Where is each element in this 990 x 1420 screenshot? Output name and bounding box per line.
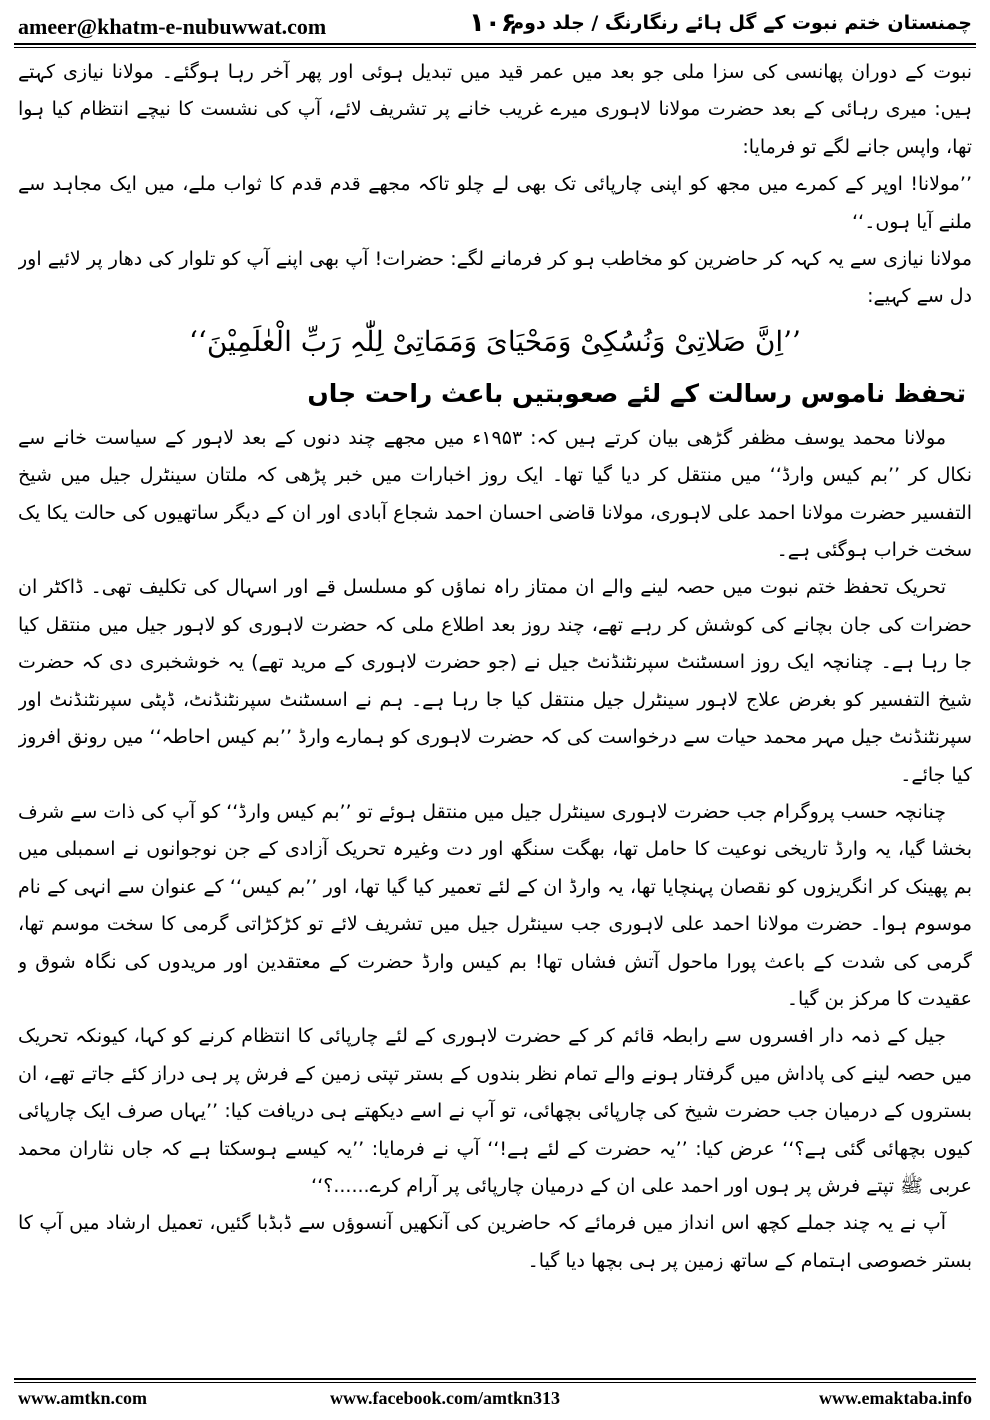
paragraph: جیل کے ذمہ دار افسروں سے رابطہ قائم کر کے حضرت لاہوری کے لئے چارپائی کا انتظام کرنے کو کہا، کیونکہ تحریک میں حصہ لینے کی پاداش میں گرفتار ہونے والے تمام نظر بندوں کے بستر تپتی زمین کے فرش پر ہی دراز کئے جاتے تھے، ان بستروں کے درمیان جب حضرت شیخ کی چارپائی بچھائی، تو آپ نے اسے دیکھتے ہی دریافت کیا: ’’یہاں صرف ایک چارپائی کیوں بچھائی گئی ہے؟‘‘ عرض کیا: ’’یہ حضرت کے لئے ہے!‘‘ آپ نے فرمایا: ’’یہ کیسے ہوسکتا ہے کہ جاں نثاران محمد عربی ﷺ تپتے فرش پر ہوں اور احمد علی ان کے درمیان چارپائی پر آرام کرے......؟‘‘ [18, 1025, 972, 1197]
footer-rule [14, 1378, 976, 1380]
footer-rule-thin [14, 1382, 976, 1383]
paragraph: مولانا محمد یوسف مظفر گڑھی بیان کرتے ہیں کہ: ۱۹۵۳ء میں مجھے چند دنوں کے بعد لاہور کے سیاست خانے سے نکال کر ’’بم کیس وارڈ‘‘ میں منتقل کر دیا گیا تھا۔ ایک روز اخبارات میں خبر پڑھی کہ ملتان سینٹرل جیل میں شیخ التفسیر حضرت مولانا احمد علی لاہوری، مولانا قاضی احسان احمد شجاع آبادی اور ان کے دیگر ساتھیوں کی حالت یکا یک سخت خراب ہوگئی ہے۔ [18, 426, 972, 562]
page-body [18, 54, 972, 1372]
header-rule [14, 43, 976, 45]
book-title: چمنستان ختم نبوت کے گل ہائے رنگارنگ / جلد دوم [510, 12, 972, 34]
paragraph: مولانا نیازی سے یہ کہہ کر حاضرین کو مخاطب ہو کر فرمانے لگے: حضرات! آپ بھی اپنے آپ کو تلوار کی دھار پر لائیے اور دل سے کہیے: [18, 248, 972, 308]
section-heading: تحفظ ناموس رسالت کے لئے صعوبتیں باعث راحت جاں [307, 378, 966, 408]
header-email: ameer@khatm-e-nubuwwat.com [18, 14, 327, 39]
paragraph: آپ نے یہ چند جملے کچھ اس انداز میں فرمائے کہ حاضرین کی آنکھیں آنسوؤں سے ڈبڈبا گئیں، تعمیل ارشاد میں آپ کا بستر خصوصی اہتمام کے ساتھ زمین پر ہی بچھا دیا گیا۔ [18, 1212, 972, 1272]
paragraph: چنانچہ حسب پروگرام جب حضرت لاہوری سینٹرل جیل میں منتقل ہوئے تو ’’بم کیس وارڈ‘‘ کو آپ کی ذات سے شرف بخشا گیا، یہ وارڈ تاریخی نوعیت کا حامل تھا، بھگت سنگھ اور دت وغیرہ تحریک آزادی کے جن نوجوانوں نے اسمبلی میں بم پھینک کر انگریزوں کو نقصان پہنچایا تھا، یہ وارڈ ان کے لئے تعمیر کیا گیا تھا، اور ’’بم کیس‘‘ کے عنوان سے انہی کے نام موسوم ہوا۔ حضرت مولانا احمد علی لاہوری جب سینٹرل جیل میں تشریف لائے تو کڑکڑاتی گرمی کا سخت موسم تھا، گرمی کی شدت کے باعث پورا ماحول آتش فشاں تھا! بم کیس وارڈ حضرت کے معتقدین اور مریدوں کی نگاہ شوق و عقیدت کا مرکز بن گیا۔ [18, 800, 972, 1010]
quranic-verse: ’’اِنَّ صَلاتِیْ وَنُسُکِیْ وَمَحْیَایَ وَمَمَاتِیْ لِلّٰہِ رَبِّ الْعٰلَمِیْنَ‘‘ [189, 324, 801, 358]
header-rule-thin [14, 47, 976, 48]
footer-link-amtkn[interactable]: www.amtkn.com [18, 1388, 147, 1408]
quote-paragraph: ’’مولانا! اوپر کے کمرے میں مجھ کو اپنی چارپائی تک بھی لے چلو تاکہ مجھے قدم قدم کا ثواب ملے، میں ایک مجاہد سے ملنے آیا ہوں۔‘‘ [18, 173, 972, 233]
paragraph: نبوت کے دوران پھانسی کی سزا ملی جو بعد میں عمر قید میں تبدیل ہوئی اور پھر آخر رہا ہوگئے۔ مولانا نیازی کہتے ہیں: میری رہائی کے بعد حضرت مولانا لاہوری میرے غریب خانے پر تشریف لائے، آپ کی نشست کا نیچے انتظام کیا ہوا تھا، واپس جانے لگے تو فرمایا: [18, 61, 972, 158]
page-number: ۱۰۶ [469, 8, 517, 38]
footer-link-emaktaba[interactable]: www.emaktaba.info [818, 1388, 972, 1408]
footer-link-facebook[interactable]: www.facebook.com/amtkn313 [330, 1388, 560, 1408]
page-footer [14, 1388, 976, 1414]
paragraph: تحریک تحفظ ختم نبوت میں حصہ لینے والے ان ممتاز راہ نماؤں کو مسلسل قے اور اسہال کی تکلیف تھی۔ ڈاکٹر ان حضرات کی جان بچانے کی کوشش کر رہے تھے، چند روز بعد اطلاع ملی کہ حضرت لاہوری کو لاہور جیل میں منتقل کیا جا رہا ہے۔ چنانچہ ایک روز اسسٹنٹ سپرنٹنڈنٹ جیل نے (جو حضرت لاہوری کے مرید تھے) یہ خوشخبری دی کہ حضرت شیخ التفسیر کو بغرض علاج لاہور سینٹرل جیل منتقل کیا جا رہا ہے۔ ہم نے اسسٹنٹ سپرنٹنڈنٹ، ڈپٹی سپرنٹنڈنٹ اور سپرنٹنڈنٹ جیل مہر محمد حیات سے درخواست کی کہ حضرت لاہوری کو ہمارے وارڈ ’’بم کیس احاطہ‘‘ میں رونق افروز کیا جائے۔ [18, 576, 972, 786]
page-header [14, 8, 976, 40]
